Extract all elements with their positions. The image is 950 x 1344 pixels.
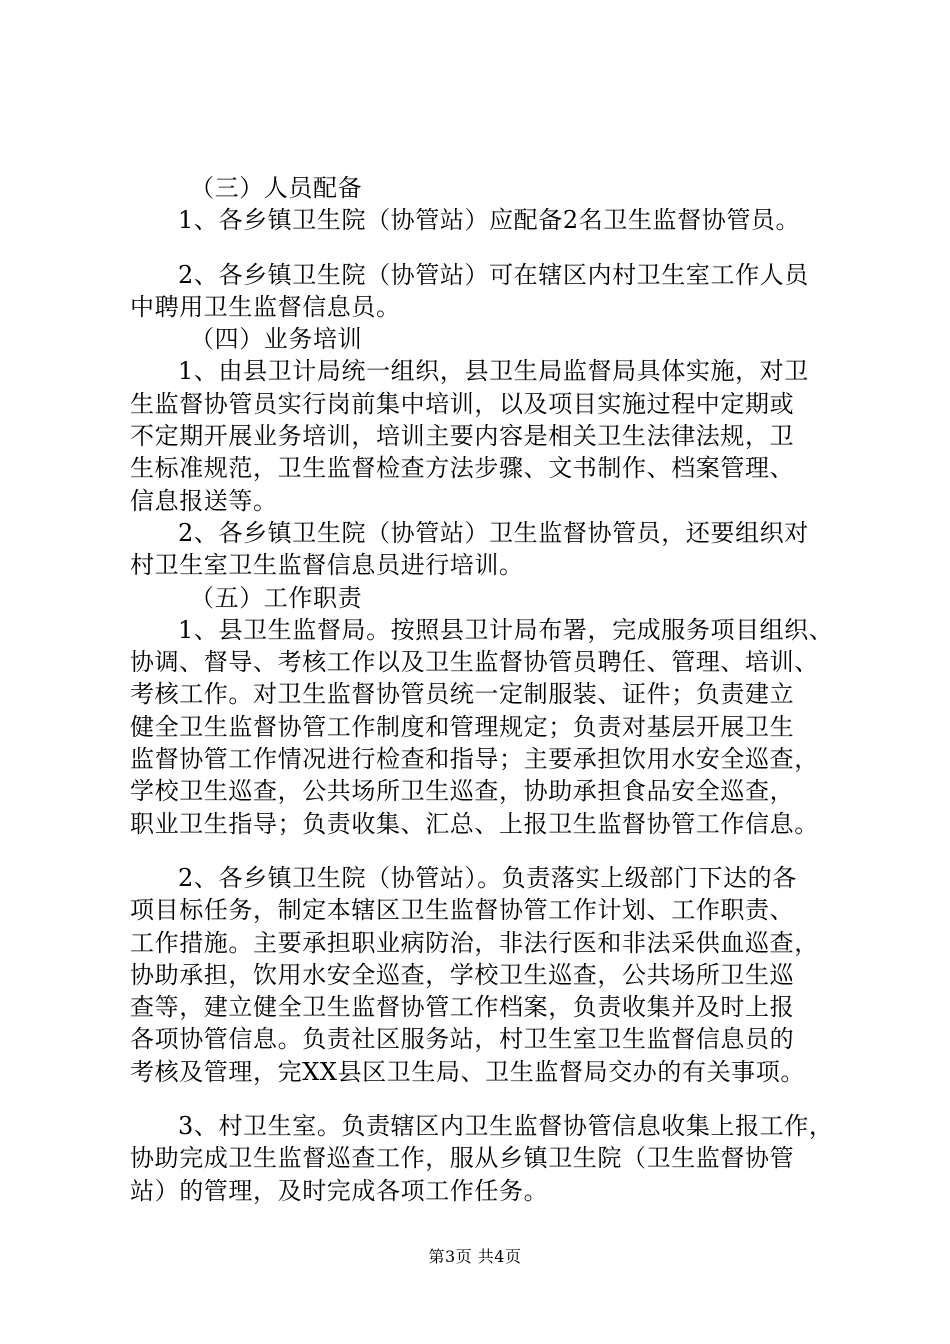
paragraph-line: 协助承担，饮用水安全巡查，学校卫生巡查，公共场所卫生巡 (130, 960, 795, 989)
paragraph-line: 协助完成卫生监督巡查工作，服从乡镇卫生院（卫生监督协管 (130, 1144, 795, 1173)
paragraph-line: 生标准规范，卫生监督检查方法步骤、文书制作、档案管理、 (130, 454, 795, 483)
paragraph-line: 1、县卫生监督局。按照县卫计局布署，完成服务项目组织、 (178, 615, 834, 644)
paragraph-gap (130, 237, 832, 259)
paragraph-line: 2、各乡镇卫生院（协管站）。负责落实上级部门下达的各 (178, 863, 797, 892)
section-heading-training: （四）业务培训 (190, 325, 363, 354)
paragraph-line: 考核工作。对卫生监督协管员统一定制服装、证件；负责建立 (130, 680, 795, 709)
paragraph-line: 生监督协管员实行岗前集中培训，以及项目实施过程中定期或 (130, 389, 795, 418)
paragraph-line: 学校卫生巡查，公共场所卫生巡查，协助承担食品安全巡查， (130, 777, 795, 806)
paragraph-line: 站）的管理，及时完成各项工作任务。 (130, 1176, 549, 1205)
paragraph-line: 考核及管理，完XX县区卫生局、卫生监督局交办的有关事项。 (130, 1057, 805, 1086)
paragraph-line: 1、各乡镇卫生院（协管站）应配备2名卫生监督协管员。 (178, 206, 801, 235)
paragraph-line: 3、村卫生室。负责辖区内卫生监督协管信息收集上报工作， (178, 1112, 834, 1141)
paragraph-line: 查等，建立健全卫生监督协管工作档案，负责收集并及时上报 (130, 993, 795, 1022)
paragraph-gap (130, 1088, 832, 1110)
paragraph-line: 协调、督导、考核工作以及卫生监督协管员聘任、管理、培训、 (130, 648, 819, 677)
paragraph-line: 1、由县卫计局统一组织，县卫生局监督局具体实施，对卫 (178, 357, 809, 386)
paragraph-line: 项目标任务，制定本辖区卫生监督协管工作计划、工作职责、 (130, 896, 795, 925)
paragraph-line: 职业卫生指导；负责收集、汇总、上报卫生监督协管工作信息。 (130, 809, 819, 838)
paragraph-line: 各项协管信息。负责社区服务站，村卫生室卫生监督信息员的 (130, 1025, 795, 1054)
paragraph-line: 不定期开展业务培训，培训主要内容是相关卫生法律法规，卫 (130, 422, 795, 451)
paragraph-gap (130, 840, 832, 862)
paragraph-line: 健全卫生监督协管工作制度和管理规定；负责对基层开展卫生 (130, 712, 795, 741)
section-heading-duties: （五）工作职责 (190, 583, 363, 612)
paragraph-line: 中聘用卫生监督信息员。 (130, 292, 401, 321)
page-footer: 第3页 共4页 (428, 1247, 522, 1266)
paragraph-line: 信息报送等。 (130, 486, 278, 515)
paragraph-line: 2、各乡镇卫生院（协管站）可在辖区内村卫生室工作人员 (178, 260, 809, 289)
paragraph-line: 工作措施。主要承担职业病防治，非法行医和非法采供血巡查， (130, 928, 819, 957)
paragraph-line: 村卫生室卫生监督信息员进行培训。 (130, 551, 524, 580)
section-heading-staffing: （三）人员配备 (190, 174, 363, 202)
paragraph-line: 监督协管工作情况进行检查和指导；主要承担饮用水安全巡查， (130, 745, 819, 774)
document-body (130, 172, 832, 1207)
paragraph-line: 2、各乡镇卫生院（协管站）卫生监督协管员，还要组织对 (178, 518, 809, 547)
